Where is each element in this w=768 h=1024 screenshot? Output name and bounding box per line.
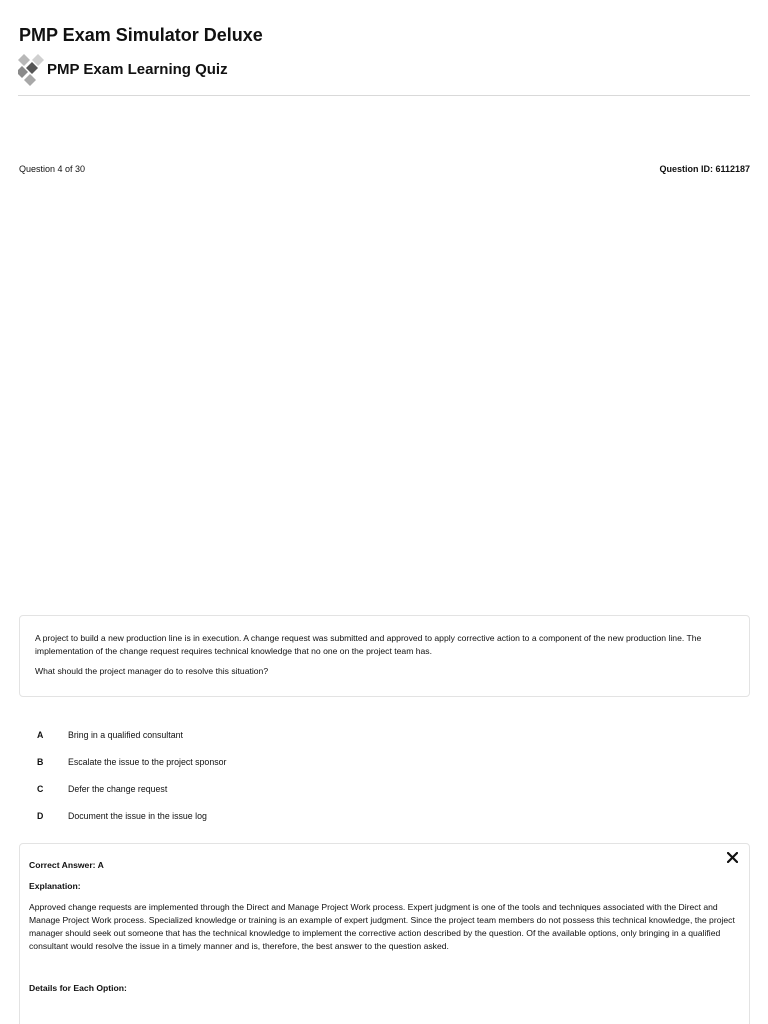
answer-options: [37, 721, 737, 829]
question-number: Question 4 of 30: [19, 164, 86, 174]
option-text: Escalate the issue to the project sponsor: [68, 756, 227, 767]
option-a[interactable]: [37, 721, 737, 748]
answer-explanation-panel: [19, 843, 750, 1024]
explanation-heading: Explanation:: [29, 881, 81, 891]
option-text: Document the issue in the issue log: [68, 810, 207, 821]
option-letter: D: [37, 810, 44, 821]
option-letter: A: [37, 729, 44, 740]
header-divider: [18, 95, 750, 96]
option-d[interactable]: [37, 802, 737, 829]
quiz-header: [18, 54, 228, 86]
option-text: Defer the change request: [68, 783, 168, 794]
question-id: Question ID: 6112187: [659, 164, 750, 174]
question-box: [19, 615, 750, 697]
option-text: Bring in a qualified consultant: [68, 729, 183, 740]
app-title: PMP Exam Simulator Deluxe: [19, 25, 263, 45]
question-stem: A project to build a new production line is in execution. A change request was submitted and approved to apply corrective action to a component of the new production line. The implementation of the change request requires technical knowledge that no one on the project team has.: [35, 633, 702, 656]
correct-answer: Correct Answer: A: [29, 860, 104, 870]
option-b[interactable]: [37, 748, 737, 775]
option-c[interactable]: [37, 775, 737, 802]
diamond-tiles-logo-icon: [18, 54, 44, 86]
option-letter: C: [37, 783, 44, 794]
explanation-text: Approved change requests are implemented through the Direct and Manage Project Work process. Expert judgment is one of the tools and techniques associated with the Direct and Manage Project Work process. Specialized knowledge or training is an example of expert judgment. Since the project team members do not possess this technical knowledge, the project manager should seek out someone that has the technical knowledge to implement the corrective action described by the question. Of the available options, only bringing in a qualified consultant would resolve the issue in a timely manner and is, therefore, the best answer to the question asked.: [29, 902, 735, 951]
quiz-title: PMP Exam Learning Quiz: [47, 61, 228, 78]
details-heading: Details for Each Option:: [29, 983, 127, 993]
close-icon[interactable]: [725, 850, 739, 864]
option-letter: B: [37, 756, 44, 767]
question-prompt: What should the project manager do to resolve this situation?: [35, 666, 269, 676]
